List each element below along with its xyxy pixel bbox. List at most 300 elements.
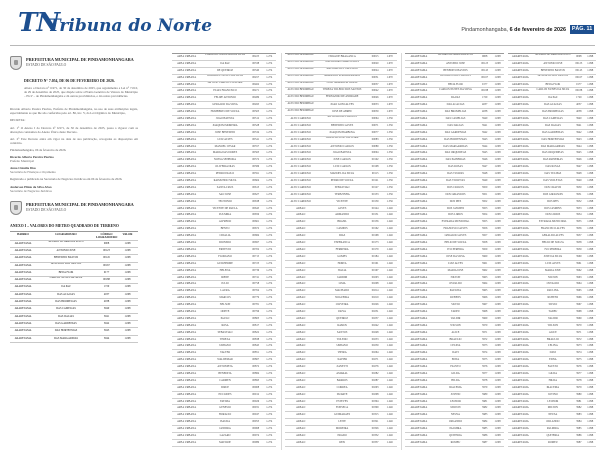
table-cell: TADEU: [548, 309, 558, 313]
table-row: [405, 95, 504, 102]
table-cell: 1.274: [266, 179, 273, 183]
table-cell: 00541: [252, 137, 260, 141]
table-cell: IRACEMA: [449, 385, 462, 389]
table-cell: 1.246: [386, 371, 393, 375]
table-cell: 1.098: [494, 247, 501, 251]
table-cell: ALVARO DE ARRUDA PINTO: [437, 54, 474, 57]
table-cell: 1.098: [124, 256, 131, 260]
table-cell: 1.098: [587, 206, 594, 210]
table-cell: 00167: [481, 75, 489, 79]
table-cell: 3955: [576, 220, 582, 224]
table-cell: 3987: [576, 440, 582, 444]
table-cell: AREA URBANA: [176, 151, 197, 155]
table-cell: VIEIRA: [337, 351, 347, 355]
table-row: [172, 219, 276, 226]
table-cell: 1.098: [587, 151, 594, 155]
table-row: [285, 405, 397, 412]
table-cell: 1.098: [494, 427, 501, 431]
table-cell: 1.670: [386, 55, 393, 58]
table-row: [508, 357, 596, 364]
table-cell: 00162: [371, 227, 379, 231]
table-cell: JOSE BENEDITO: [214, 130, 236, 134]
table-row: [172, 206, 276, 213]
table-cell: HELENA: [219, 268, 231, 272]
table-cell: 1.246: [386, 206, 393, 210]
table-row: [285, 206, 397, 213]
table-cell: 1.098: [494, 192, 501, 196]
table-cell: OSVALDO: [449, 282, 462, 286]
table-cell: 1.274: [266, 378, 273, 382]
table-cell: ARARETAMA: [410, 82, 428, 86]
table-row: [285, 82, 397, 89]
table-cell: 00242: [371, 323, 379, 327]
table-cell: 3984: [481, 420, 488, 424]
table-cell: SEBASTIAO: [217, 330, 233, 334]
table-cell: 3945: [481, 151, 488, 155]
table-row: [405, 275, 504, 282]
table-cell: 3953: [481, 206, 488, 210]
table-cell: 3974: [576, 351, 582, 355]
table-row: [172, 185, 276, 192]
table-cell: RUBENS: [547, 296, 559, 300]
table-cell: 1.098: [494, 282, 501, 286]
table-row: [172, 440, 276, 447]
table-cell: ARARETAMA: [410, 275, 428, 279]
table-cell: 3982: [481, 406, 488, 410]
table-cell: NEUSA: [548, 413, 558, 417]
table-cell: ORLANDO: [546, 420, 560, 424]
table-cell: 00947: [252, 413, 260, 417]
table-cell: GENESIO: [219, 406, 231, 410]
table-cell: 00123: [481, 61, 489, 65]
table-row: [285, 150, 397, 157]
table-cell: 00225: [252, 55, 260, 58]
table-row: [172, 233, 276, 240]
table-cell: JANDIRA: [219, 427, 231, 431]
table-cell: 1.098: [587, 268, 594, 272]
table-cell: 1.274: [266, 254, 273, 258]
table-cell: 3956: [576, 227, 582, 231]
table-cell: 3954: [576, 213, 582, 217]
table-row: [508, 88, 596, 95]
table-cell: AREA URBANA: [176, 158, 197, 162]
table-cell: ARARETAMA: [410, 406, 428, 410]
table-row: [172, 281, 276, 288]
table-row: [405, 288, 504, 295]
table-cell: AREAO: [296, 427, 306, 431]
table-cell: DAS GARDENIAS: [55, 321, 77, 325]
table-cell: DAS ACACIAS: [446, 103, 465, 107]
logo-name: Tribuna do Norte: [48, 16, 213, 36]
table-cell: GERALDO ALVES: [541, 234, 564, 238]
table-cell: GOMES: [337, 254, 347, 258]
table-row: [172, 123, 276, 130]
table-cell: 3979: [481, 385, 488, 389]
table-cell: ARARETAMA: [511, 110, 529, 114]
table-cell: ZANETTI: [336, 365, 348, 369]
table-cell: ARARETAMA: [511, 268, 529, 272]
table-cell: ARARETAMA: [410, 303, 428, 307]
table-row: [172, 399, 276, 406]
table-cell: MANOEL CESAR: [214, 144, 236, 148]
table-cell: 00309: [371, 406, 379, 410]
table-cell: ITAVA DE BRAGANCA: [328, 55, 356, 58]
table-cell: ARARETAMA: [511, 213, 529, 217]
table-cell: DAS GARDENIAS: [444, 130, 467, 134]
decree-decreta: DECRETA:: [10, 118, 26, 123]
table-cell: 3968: [481, 309, 488, 313]
table-cell: QUITERIA: [546, 433, 560, 437]
page-number-badge: PÁG. 11: [571, 26, 593, 32]
table-cell: ALFREDO: [218, 220, 232, 224]
table-cell: IVO PEREIRA: [447, 247, 464, 251]
table-cell: 00133: [371, 192, 379, 196]
table-cell: 00188: [103, 278, 110, 282]
table-row: [508, 54, 596, 61]
table-cell: TEREZA: [219, 337, 231, 341]
table-cell: SAO JOSE: [218, 192, 232, 196]
table-cell: ARARETAMA: [410, 192, 428, 196]
table-cell: GUIMARAES: [334, 413, 351, 417]
table-row: [405, 392, 504, 399]
table-cell: DR JOSE CARLOS TEIXEIRA: [207, 81, 243, 84]
table-cell: 00340: [252, 68, 260, 72]
table-cell: ARARETAMA: [410, 316, 428, 320]
table-cell: 1.098: [494, 337, 501, 341]
table-cell: ARMANDO PEREIRA RAMOS: [324, 74, 361, 78]
table-cell: MARCOS: [219, 296, 231, 300]
table-cell: DAS CAMELIAS: [542, 117, 563, 121]
table-cell: 3985: [481, 427, 488, 431]
table-cell: 1.274: [266, 158, 273, 162]
table-cell: ARARETAMA: [410, 172, 428, 176]
table-cell: MILTON: [547, 406, 558, 410]
table-row: [508, 330, 596, 337]
table-row: [172, 75, 276, 82]
table-cell: 1.246: [386, 433, 393, 437]
table-cell: 1.098: [587, 110, 594, 114]
table-cell: 3944: [103, 336, 110, 340]
table-cell: ANTONIO JOSE: [543, 61, 563, 65]
table-cell: 1.246: [386, 330, 393, 334]
table-cell: 1.098: [587, 303, 594, 307]
table-cell: 1.556: [386, 151, 393, 155]
table-cell: CARDOSO NOGUEIRA DA SILVA: [205, 54, 245, 57]
table-cell: 00684: [252, 234, 260, 238]
table-cell: ARARETAMA: [410, 289, 428, 293]
table-cell: AREAO: [296, 316, 306, 320]
table-cell: ARARETAMA: [14, 314, 32, 318]
table-cell: 1.098: [494, 420, 501, 424]
table-cell: ARARETAMA: [511, 144, 529, 148]
table-cell: ALTO CARDOSO: [290, 192, 311, 196]
table-row: [508, 150, 596, 157]
table-cell: ERNESTO: [219, 247, 232, 251]
table-row: [285, 54, 397, 61]
table-cell: ARARETAMA: [511, 82, 529, 86]
table-cell: 1.274: [266, 172, 273, 176]
table-cell: AREA URBANA: [176, 378, 197, 382]
table-cell: 1.556: [386, 130, 393, 134]
table-cell: 3950: [481, 185, 488, 189]
table-cell: 1.274: [266, 185, 273, 189]
table-row: [172, 212, 276, 219]
table-cell: 4037: [576, 103, 582, 107]
decree-summary: Altera o Decreto n° 6.971, de 30 de dezembro de 2025, que regulamenta a Lei n° 7.010, de 29 de dezembro de 2025, que dispõe sobre a Planta Genérica de Valores do Município – PGV – de Pindamonhangaba e dá outras providências, e dá outras providências.: [24, 86, 138, 99]
table-cell: DA PAZ: [220, 61, 230, 65]
table-row: [285, 323, 397, 330]
table-cell: FRANCISCO DE OLIVEIRA: [325, 136, 359, 140]
table-cell: JARDIM: [337, 275, 348, 279]
table-cell: DAS ROSAS: [448, 165, 463, 169]
table-cell: EDNA: [451, 358, 460, 362]
table-cell: DA PAZ: [61, 285, 71, 289]
table-row: [508, 219, 596, 226]
table-cell: BENEDITO BASTOS: [443, 68, 468, 72]
table-cell: 1.274: [266, 365, 273, 369]
table-row: [508, 378, 596, 385]
table-row: [172, 109, 276, 116]
table-row: [10, 314, 138, 321]
table-row: [285, 288, 397, 295]
table-cell: 1729: [576, 96, 582, 100]
table-cell: 00077: [371, 130, 379, 134]
table-cell: AMARAL: [336, 371, 348, 375]
table-cell: 3952: [481, 199, 488, 203]
table-cell: 0008: [576, 55, 582, 58]
table-cell: DAS HORTENSIAS: [444, 137, 467, 141]
table-cell: 00188: [481, 89, 489, 93]
table-cell: IRACEMA: [546, 385, 560, 389]
table-cell: CARMEN: [219, 378, 231, 382]
table-cell: SILVIO: [451, 303, 460, 307]
table-cell: 3947: [481, 165, 488, 169]
table-cell: AREA URBANA: [176, 427, 197, 431]
table-cell: ARARETAMA: [14, 321, 32, 325]
table-cell: AREA URBANA: [176, 247, 197, 251]
table-cell: 3985: [576, 427, 582, 431]
table-cell: 1.098: [587, 199, 594, 203]
table-cell: 1.098: [587, 330, 594, 334]
table-row: [285, 440, 397, 447]
table-cell: ALVARO DE ARRUDA PINTO: [535, 54, 571, 57]
table-cell: 1.098: [587, 344, 594, 348]
table-cell: 3941: [103, 314, 110, 318]
table-row: [285, 123, 397, 130]
table-cell: ARARETAMA: [410, 151, 428, 155]
table-cell: AREAO: [296, 289, 306, 293]
table-cell: 00321: [371, 420, 379, 424]
table-cell: ARARETAMA: [511, 296, 529, 300]
table-cell: 1.098: [494, 165, 501, 169]
table-cell: 1.274: [266, 247, 273, 251]
table-cell: 1.098: [124, 321, 131, 325]
table-cell: ARARETAMA: [410, 110, 428, 114]
table-cell: 3949: [576, 179, 582, 183]
table-cell: 00528: [252, 123, 260, 127]
table-cell: 00214: [371, 289, 379, 293]
table-cell: 1.098: [494, 358, 501, 362]
table-row: [405, 281, 504, 288]
table-cell: 1.098: [494, 330, 501, 334]
table-cell: CAMPOS: [336, 227, 348, 231]
table-cell: SANTA CRUZ: [216, 185, 234, 189]
table-cell: 3951: [576, 192, 582, 196]
table-cell: JOSE DA SILVA: [543, 254, 563, 258]
table-cell: 1.098: [587, 144, 594, 148]
table-cell: BEIJA FLOR: [58, 270, 74, 274]
table-row: [172, 316, 276, 323]
table-cell: 0177: [103, 270, 110, 274]
table-cell: ALTO CARDOSO: [290, 144, 311, 148]
table-cell: ALTO CARDOSO: [290, 137, 311, 141]
table-cell: 1.556: [386, 192, 393, 196]
table-cell: AREA URBANA: [176, 371, 197, 375]
table-cell: 3976: [481, 365, 488, 369]
table-cell: ARARETAMA: [14, 292, 32, 296]
table-cell: 1.246: [386, 303, 393, 307]
table-cell: ARARETAMA: [410, 61, 428, 65]
table-cell: 3969: [576, 316, 582, 320]
table-row: [405, 337, 504, 344]
table-row: [285, 392, 397, 399]
table-row: [285, 116, 397, 123]
table-cell: 3961: [576, 261, 582, 265]
table-cell: 00064: [371, 117, 379, 121]
table-cell: 1.098: [587, 165, 594, 169]
table-cell: AREA URBANA: [176, 55, 197, 58]
table-cell: DAS HORTENSIAS: [54, 329, 78, 333]
table-row: [285, 302, 397, 309]
table-row: [405, 357, 504, 364]
table-cell: ANTONIO DOS SANTOS: [327, 116, 357, 119]
table-cell: HORACIO: [218, 413, 232, 417]
table-cell: 00264: [371, 351, 379, 355]
table-cell: 1.098: [494, 151, 501, 155]
table-cell: MILTON: [450, 406, 461, 410]
table-cell: AREA URBANA: [176, 344, 197, 348]
table-cell: AREAO: [296, 337, 306, 341]
table-row: [405, 212, 504, 219]
decree-article-2: Art. 2° Este Decreto entra em vigor na data de sua publicação, revogadas as disposições em contrário.: [10, 136, 138, 145]
table-row: [405, 88, 504, 95]
table-row: [172, 385, 276, 392]
table-cell: 3941: [481, 123, 488, 127]
table-row: [285, 357, 397, 364]
table-row: [285, 433, 397, 440]
table-cell: 00489: [252, 96, 260, 100]
table-cell: 3986: [576, 433, 582, 437]
table-row: [405, 419, 504, 426]
col-header-codigo: CÓDIGO LOGRADOURO: [96, 231, 118, 239]
table-cell: 1.098: [494, 199, 501, 203]
table-cell: 3942: [576, 130, 582, 134]
table-row: [172, 144, 276, 151]
table-cell: 1.098: [587, 358, 594, 362]
table-row: [508, 309, 596, 316]
table-cell: AREAO: [296, 406, 306, 410]
table-cell: ALTO CARDOSO: [290, 199, 311, 203]
table-cell: 00123: [103, 248, 110, 252]
table-row: [508, 109, 596, 116]
table-row: [10, 299, 138, 306]
table-cell: 00627: [252, 192, 260, 196]
table-cell: 3958: [481, 241, 488, 245]
table-cell: 3978: [481, 378, 488, 382]
table-cell: 1.098: [587, 420, 594, 424]
table-cell: 1.098: [587, 103, 594, 107]
table-cell: 1.246: [386, 289, 393, 293]
table-cell: 00315: [371, 413, 379, 417]
table-cell: NOSSA SENHORA: [214, 158, 237, 162]
table-cell: 4038: [481, 110, 488, 114]
table-cell: 1.274: [266, 309, 273, 313]
table-cell: 00259: [371, 344, 379, 348]
table-cell: 1.274: [266, 130, 273, 134]
table-cell: 1.246: [386, 399, 393, 403]
table-row: [172, 61, 276, 68]
table-cell: 00462: [252, 82, 260, 86]
table-cell: 1.098: [494, 316, 501, 320]
table-cell: 1.098: [494, 261, 501, 265]
table-cell: AREA URBANA: [176, 61, 197, 65]
table-cell: 1.098: [494, 144, 501, 148]
table-cell: REIS: [339, 440, 346, 444]
prefecture-title: PREFEITURA MUNICIPAL DE PINDAMONHANGABA: [26, 57, 134, 62]
table-cell: 1.098: [587, 185, 594, 189]
table-row: [172, 350, 276, 357]
col-header-bairro: BAIRRO: [17, 231, 29, 236]
table-cell: 1.098: [587, 309, 594, 313]
dateline: [461, 27, 566, 33]
table-row: [405, 405, 504, 412]
table-cell: CIDALIA: [219, 234, 231, 238]
table-cell: ALTO CARDOSO: [290, 172, 311, 176]
table-row: [10, 292, 138, 299]
table-cell: 1.098: [587, 234, 594, 238]
table-row: [285, 75, 397, 82]
table-row: [285, 247, 397, 254]
table-row: [508, 350, 596, 357]
table-cell: 1.098: [124, 314, 131, 318]
table-cell: ARARETAMA: [410, 296, 428, 300]
table-cell: 00188: [575, 89, 583, 93]
table-cell: ARARETAMA: [511, 365, 529, 369]
table-cell: 1.246: [386, 261, 393, 265]
annex-table-header: [10, 232, 138, 241]
table-cell: AREA URBANA: [176, 110, 197, 114]
table-cell: VALTER: [220, 351, 231, 355]
table-cell: 00503: [252, 110, 260, 114]
table-cell: 00226: [371, 303, 379, 307]
table-row: [10, 263, 138, 270]
table-cell: 1.556: [386, 165, 393, 169]
table-row: [172, 164, 276, 171]
table-cell: ARARETAMA: [511, 330, 529, 334]
table-row: [285, 95, 397, 102]
newspaper-logo[interactable]: [18, 8, 213, 42]
table-cell: 1.098: [494, 55, 501, 58]
table-cell: PAULINA: [547, 289, 559, 293]
table-cell: AREA URBANA: [176, 165, 197, 169]
table-cell: ARARETAMA: [511, 282, 529, 286]
table-cell: 1.274: [266, 358, 273, 362]
table-row: [508, 185, 596, 192]
table-row: [508, 123, 596, 130]
table-cell: 1.274: [266, 427, 273, 431]
table-cell: 3980: [576, 392, 582, 396]
table-row: [172, 88, 276, 95]
